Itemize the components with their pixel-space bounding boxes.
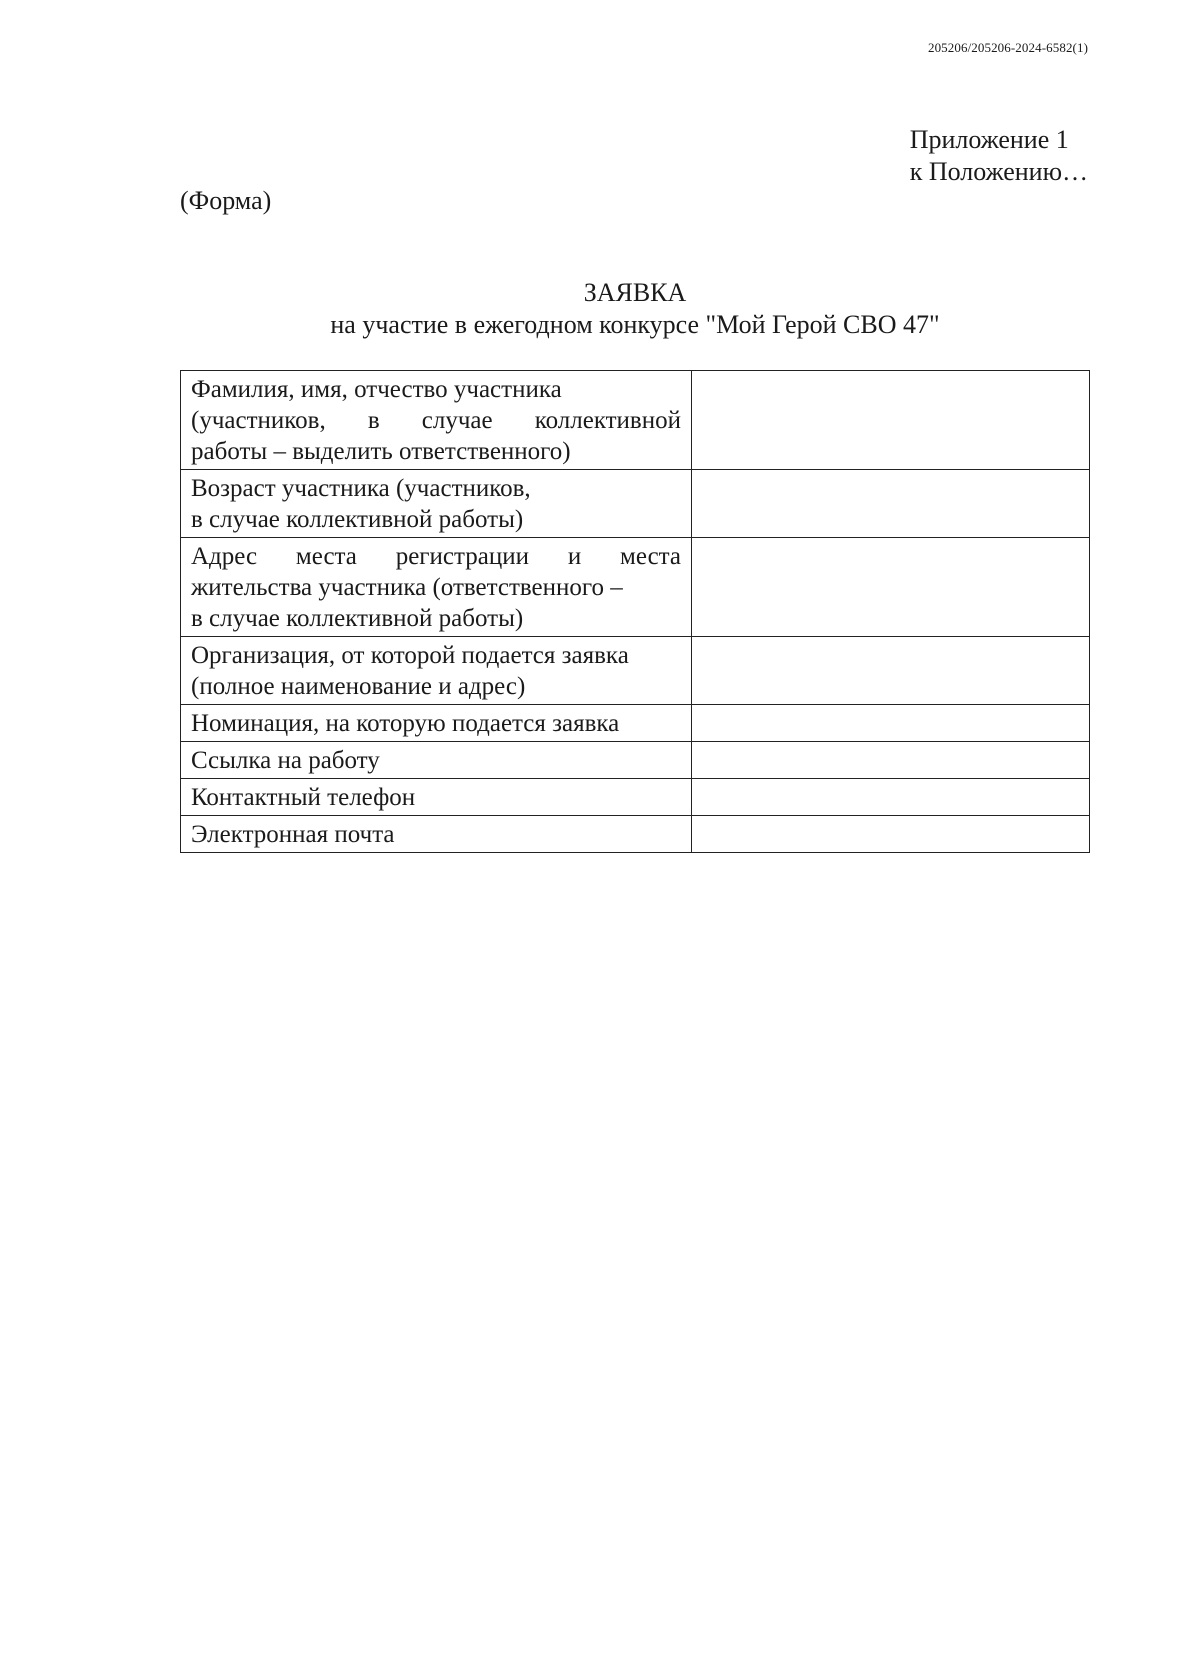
form-table-body [181,371,1090,853]
field-value-cell[interactable] [692,779,1090,816]
table-row [181,779,1090,816]
appendix-line-2: к Положению… [909,157,1088,186]
field-label-line: (участников, в случае коллективной [191,407,681,434]
document-title: ЗАЯВКА [583,278,687,307]
table-row [181,371,1090,470]
table-row [181,816,1090,853]
field-label-cell [181,705,692,742]
field-value-cell[interactable] [692,742,1090,779]
appendix-line-1: Приложение 1 [909,125,1069,154]
field-label-line: Организация, от которой подается заявка [191,642,629,669]
field-value-cell[interactable] [692,637,1090,705]
table-row [181,742,1090,779]
field-label-line: Ссылка на работу [191,747,380,774]
field-label-line: в случае коллективной работы) [191,506,524,533]
table-row [181,705,1090,742]
field-value-cell[interactable] [692,705,1090,742]
field-label-line: жительства участника (ответственного – [191,574,623,601]
table-row [181,538,1090,637]
field-label-line: Возраст участника (участников, [191,475,531,502]
field-label-line: Контактный телефон [191,784,416,811]
field-label-line: (полное наименование и адрес) [191,673,526,700]
field-value-cell[interactable] [692,816,1090,853]
field-label-cell [181,816,692,853]
field-value-cell[interactable] [692,371,1090,470]
field-label-cell [181,779,692,816]
appendix-reference [910,124,1088,188]
field-label-line: в случае коллективной работы) [191,605,524,632]
table-row [181,470,1090,538]
document-id: 205206/205206-2024-6582(1) [927,40,1088,55]
field-label-cell [181,637,692,705]
field-value-cell[interactable] [692,470,1090,538]
field-label-cell [181,470,692,538]
field-value-cell[interactable] [692,538,1090,637]
document-subtitle: на участие в ежегодном конкурсе "Мой Герой СВО 47" [330,310,940,339]
field-label-line: Номинация, на которую подается заявка [191,710,620,737]
field-label-line: Электронная почта [191,821,395,848]
form-label: (Форма) [180,186,272,215]
field-label-cell [181,742,692,779]
table-row [181,637,1090,705]
field-label-cell [181,538,692,637]
application-form-table [180,370,1090,853]
field-label-line: Адрес места регистрации и места [191,543,681,570]
field-label-cell [181,371,692,470]
field-label-line: работы – выделить ответственного) [191,438,571,465]
field-label-line: Фамилия, имя, отчество участника [191,376,562,403]
